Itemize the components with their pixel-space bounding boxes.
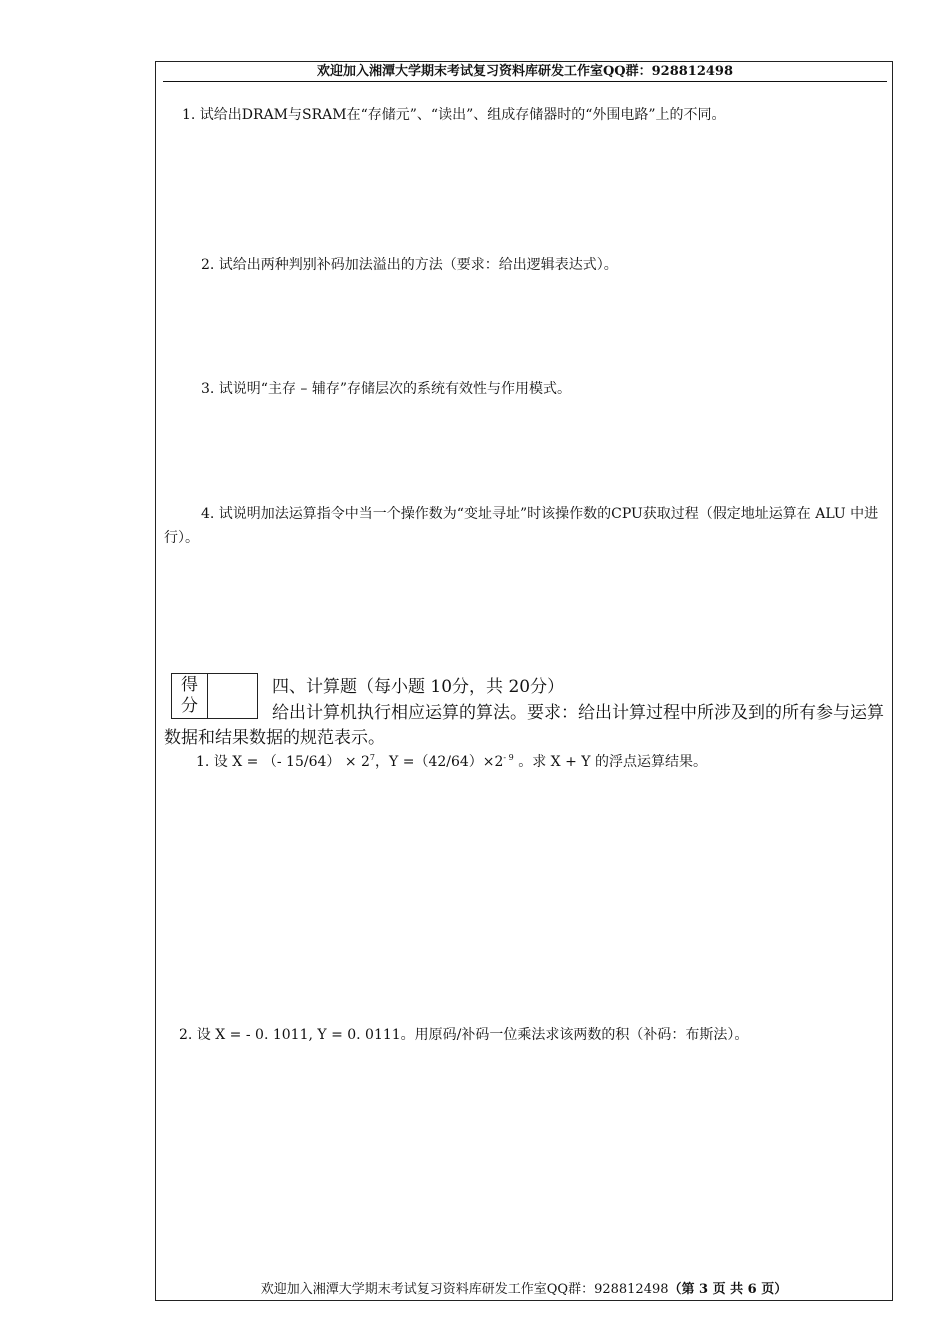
- question-4-1: [196, 750, 707, 774]
- question-4-1-exp2: - 9: [503, 753, 514, 762]
- section-4-title: 四、计算题（每小题 10分，共 20分）: [272, 677, 565, 697]
- question-4-1-middle: ，Y =（42/64）×2: [375, 754, 504, 770]
- question-4-1-prefix: 1. 设 X = （- 15/64） × 2: [196, 754, 370, 770]
- section-4-description: 给出计算机执行相应运算的算法。要求：给出计算过程中所涉及到的所有参与运算数据和结果数据的规范表示。: [164, 703, 884, 748]
- question-4-1-exp1: 7: [369, 753, 376, 762]
- footer-page-info: （第 3 页 共 6 页）: [668, 1282, 788, 1297]
- score-label-line2: 分: [181, 696, 198, 716]
- footer-text: 欢迎加入湘潭大学期末考试复习资料库研发工作室QQ群：928812498: [260, 1282, 669, 1297]
- question-4-1-suffix: 。求 X + Y 的浮点运算结果。: [513, 754, 707, 770]
- question-3-2: 2. 试给出两种判别补码加法溢出的方法（要求：给出逻辑表达式）。: [201, 257, 618, 273]
- question-3-1: 1. 试给出DRAM与SRAM在“存储元”、“读出”、组成存储器时的“外围电路”上的不同。: [182, 107, 726, 123]
- question-4-2: 2. 设 X = - 0. 1011, Y = 0. 0111。用原码/补码一位乘法求该两数的积（补码：布斯法）。: [179, 1027, 749, 1043]
- page-footer: [155, 1282, 893, 1298]
- question-3-3: 3. 试说明“主存 – 辅存”存储层次的系统有效性与作用模式。: [201, 381, 572, 397]
- question-3-4: 4. 试说明加法运算指令中当一个操作数为“变址寻址”时该操作数的CPU获取过程（假定地址运算在 ALU 中进行）。: [164, 506, 879, 546]
- score-label-line1: 得: [181, 675, 198, 695]
- page-header: 欢迎加入湘潭大学期末考试复习资料库研发工作室QQ群：928812498: [163, 64, 887, 82]
